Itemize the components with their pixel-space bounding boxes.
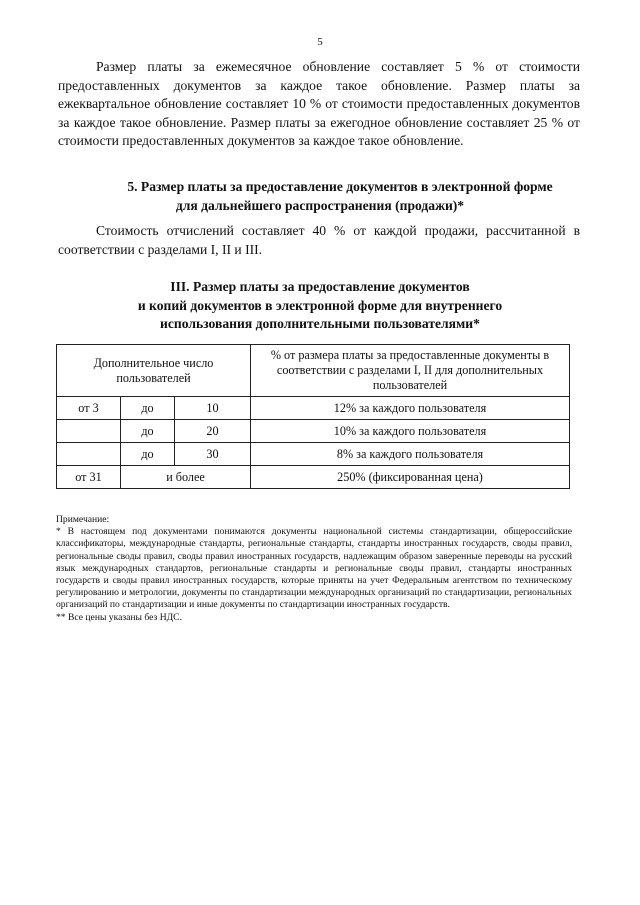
section-5-heading-line1: 5. Размер платы за предоставление документов в электронной форме <box>127 179 553 194</box>
page-number: 5 <box>317 36 323 48</box>
section-3-heading-line2: и копий документов в электронной форме для внутреннего <box>137 297 503 313</box>
table-row <box>57 397 570 420</box>
cell-from <box>57 443 121 466</box>
cell-fee: 12% за каждого пользователя <box>251 397 570 420</box>
cell-num: 30 <box>175 443 251 466</box>
table-header-row <box>57 345 570 397</box>
table-row <box>57 466 570 489</box>
additional-users-fee-table <box>56 344 570 489</box>
cell-from: от 3 <box>57 397 121 420</box>
section-3-heading <box>40 278 600 334</box>
paragraph-resale-deductions: Стоимость отчислений составляет 40 % от каждой продажи, рассчитанной в соответствии с разделами I, II и III. <box>58 223 580 257</box>
section-3-heading-line3: использования дополнительными пользователями* <box>160 316 480 331</box>
cell-to: до <box>121 397 175 420</box>
cell-num: 10 <box>175 397 251 420</box>
cell-more: и более <box>121 466 251 489</box>
cell-fee: 250% (фиксированная цена) <box>251 466 570 489</box>
cell-fee: 8% за каждого пользователя <box>251 443 570 466</box>
note-title: Примечание: <box>56 514 110 525</box>
cell-from <box>57 420 121 443</box>
section-5-heading <box>40 178 600 215</box>
cell-to: до <box>121 443 175 466</box>
section-3-heading-line1: III. Размер платы за предоставление документов <box>170 279 470 294</box>
table-row <box>57 420 570 443</box>
cell-to: до <box>121 420 175 443</box>
header-users: Дополнительное число пользователей <box>57 345 251 397</box>
note-star1: * В настоящем под документами понимаются документы национальной системы стандартизации, общероссийские классификаторы, международные стандарты, региональные стандарты, стандарты иностранных государств, своды правил, региональные своды правил, своды правил иностранных государств, надлежащим образом заверенные переводы на русский язык международных стандартов, региональные стандарты и региональные своды правил, стандарты иностранных государств и своды правил иностранных государств, которые приняты на учет Федеральным агентством по техническому регулированию и метрологии, документы по стандартизации международных организаций по стандартизации, региональных организаций по стандартизации и иные документы по стандартизации иностранных государств. <box>56 526 572 611</box>
footnote-block <box>56 514 572 624</box>
cell-fee: 10% за каждого пользователя <box>251 420 570 443</box>
paragraph-update-fees: Размер платы за ежемесячное обновление составляет 5 % от стоимости предоставленных документов за каждое такое обновление. Размер платы за ежеквартальное обновление составляет 10 % от стоимости предоставленных документов за каждое такое обновление. Размер платы за ежегодное обновление составляет 25 % от стоимости предоставленных документов за каждое такое обновление. <box>58 59 580 148</box>
cell-from: от 31 <box>57 466 121 489</box>
header-fee-percent: % от размера платы за предоставленные документы в соответствии с разделами I, II для дополнительных пользователей <box>251 345 570 397</box>
note-star2: ** Все цены указаны без НДС. <box>56 611 182 623</box>
table-row <box>57 443 570 466</box>
cell-num: 20 <box>175 420 251 443</box>
section-5-heading-line2: для дальнейшего распространения (продажи)* <box>175 197 465 213</box>
